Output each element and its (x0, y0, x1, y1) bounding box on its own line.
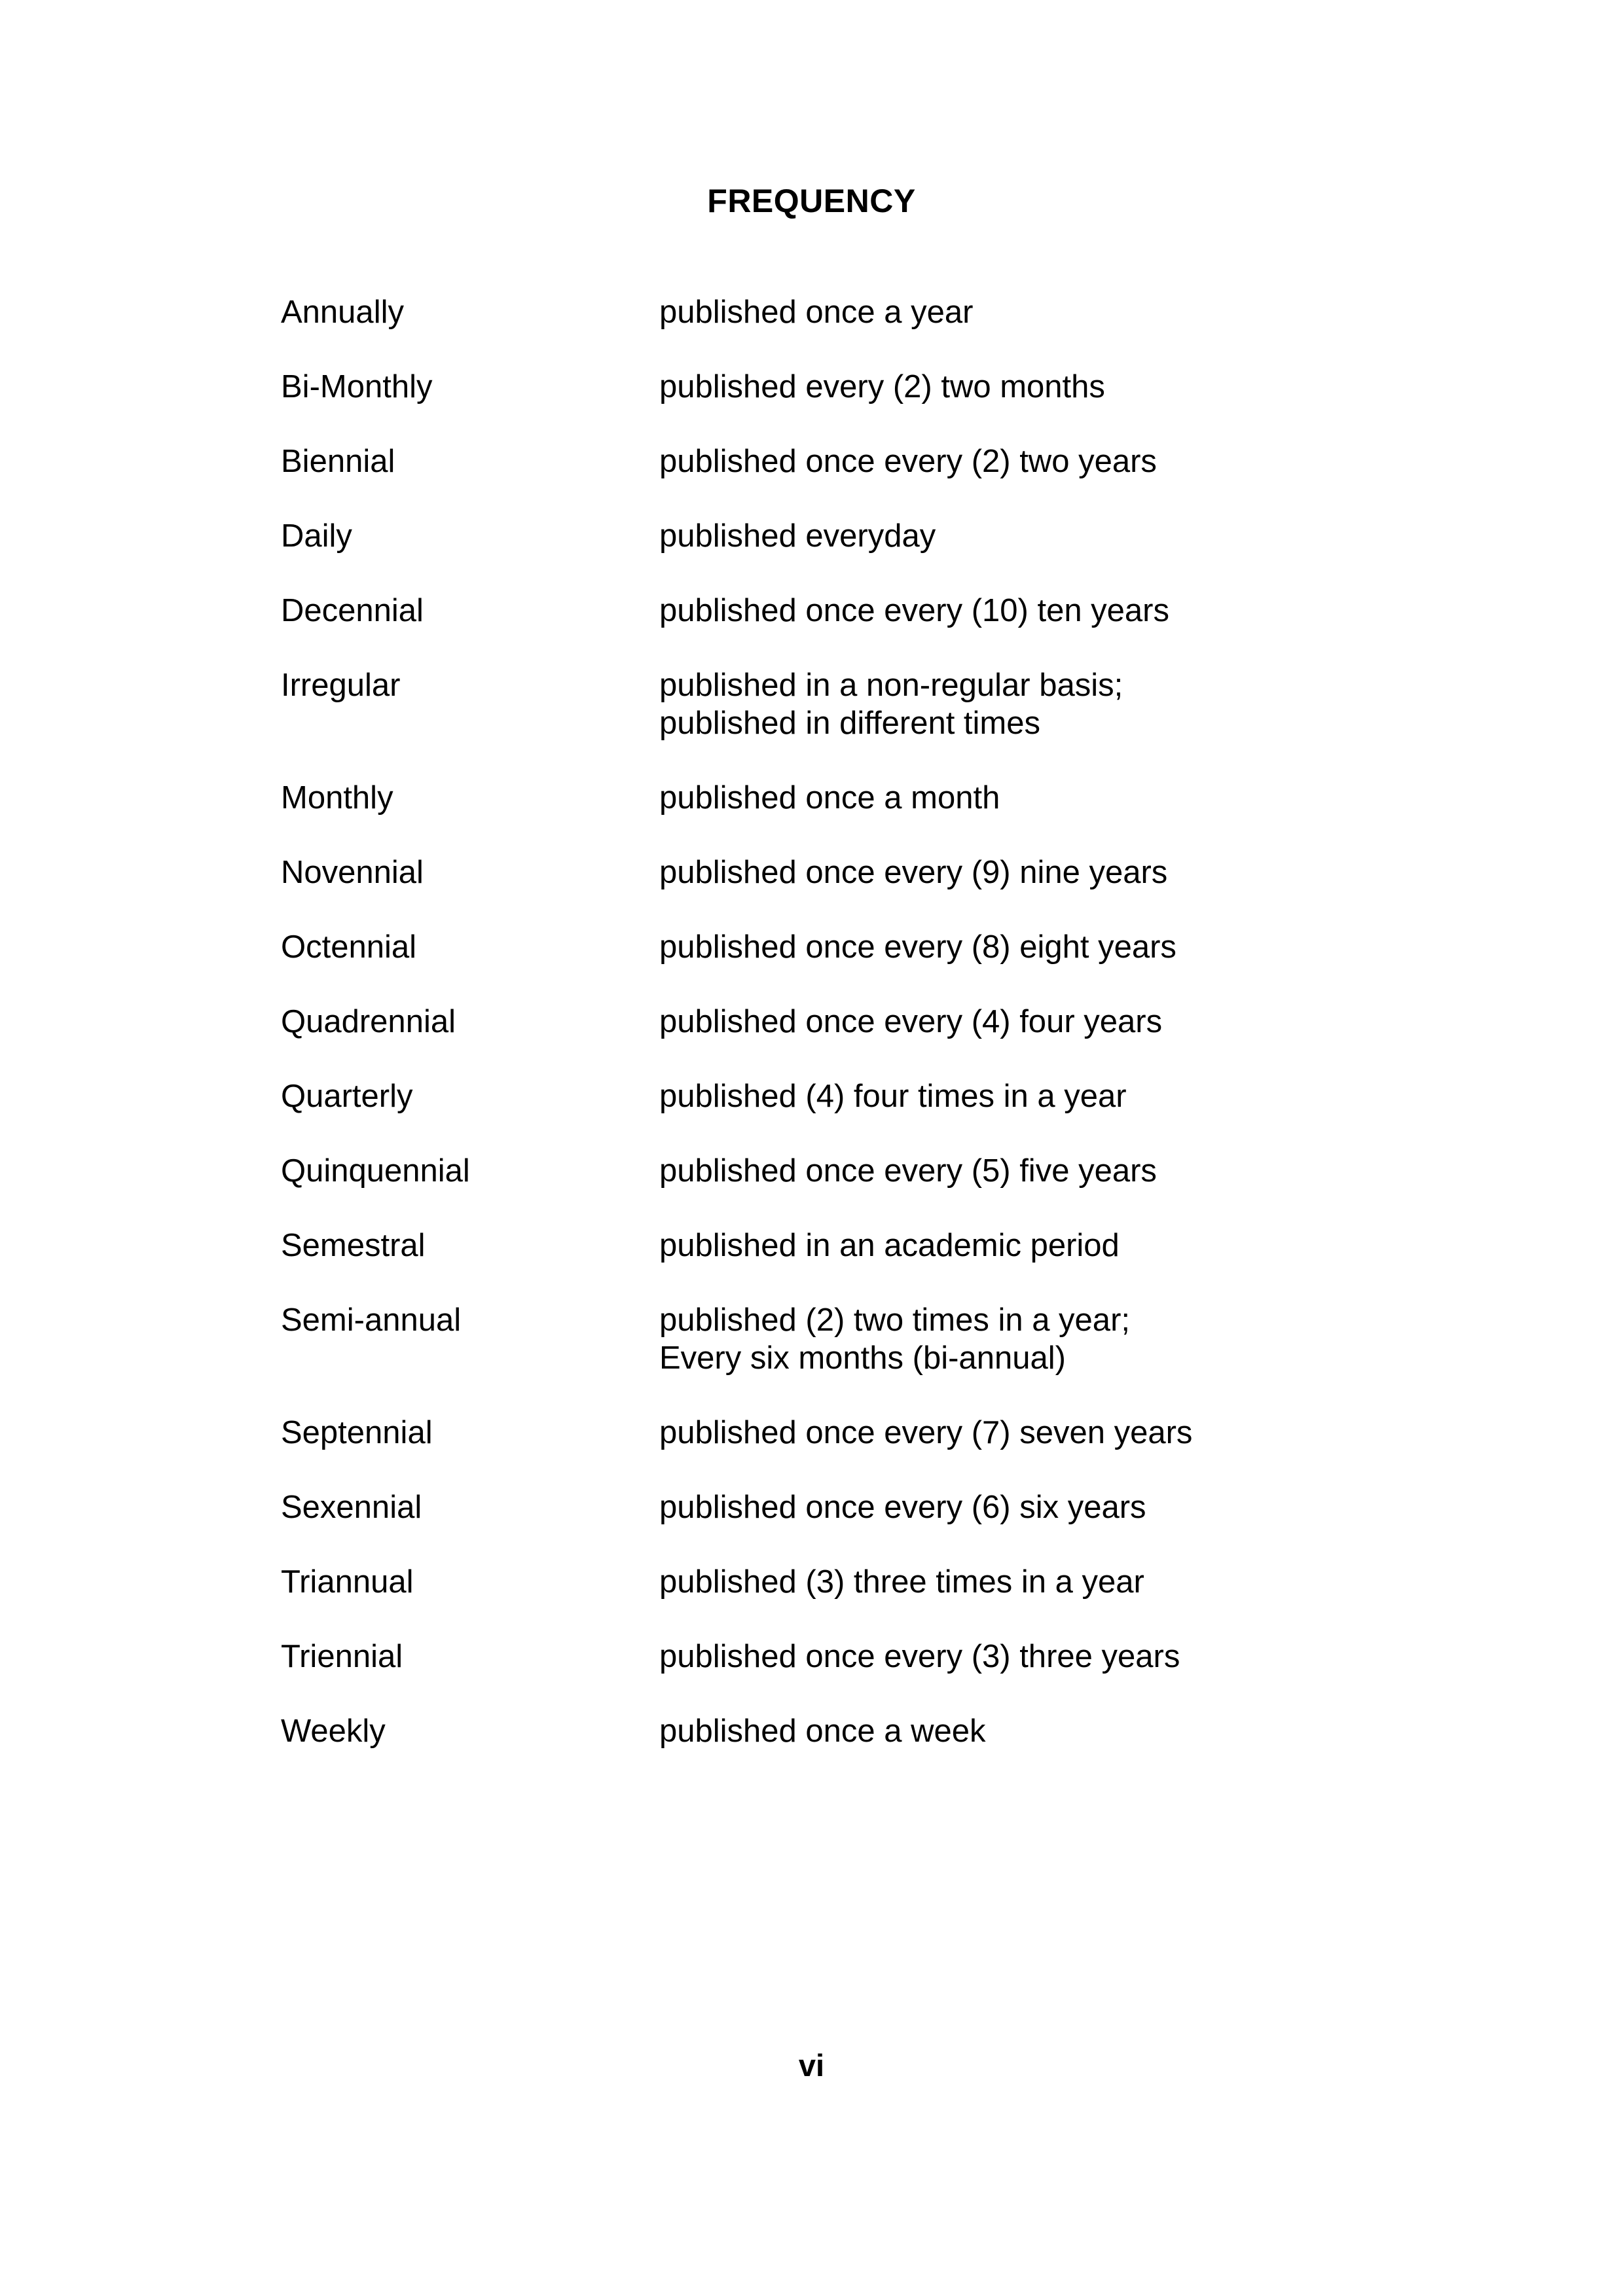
definition-line: published once every (6) six years (659, 1490, 1146, 1525)
term-row (281, 1638, 1394, 1676)
term-label: Daily (281, 518, 352, 554)
term-row (281, 779, 1394, 817)
term-row (281, 1488, 1394, 1526)
definition-line: Every six months (bi-annual) (659, 1340, 1066, 1376)
term-label: Semi-annual (281, 1302, 462, 1338)
definition-line: published every (2) two months (659, 369, 1105, 404)
definition-line: published once every (9) nine years (659, 855, 1168, 890)
frequency-term-list (281, 293, 1394, 1787)
term-label: Weekly (281, 1713, 386, 1749)
definition-line: published (4) four times in a year (659, 1079, 1127, 1114)
term-label: Sexennial (281, 1490, 422, 1525)
term-definition (659, 1152, 1394, 1190)
term-definition (659, 1301, 1394, 1377)
definition-line: published once every (8) eight years (659, 929, 1176, 965)
definition-line: published in an academic period (659, 1228, 1120, 1263)
term-row (281, 1227, 1394, 1265)
term-definition (659, 1077, 1394, 1115)
definition-line: published once every (5) five years (659, 1153, 1157, 1189)
term-row (281, 928, 1394, 966)
definition-line: published (3) three times in a year (659, 1564, 1144, 1600)
term-definition (659, 442, 1394, 480)
term-definition (659, 666, 1394, 742)
term-label: Quinquennial (281, 1153, 470, 1189)
term-row (281, 442, 1394, 480)
term-row (281, 293, 1394, 331)
term-label: Decennial (281, 593, 424, 628)
term-label: Quadrennial (281, 1004, 456, 1039)
term-row (281, 1563, 1394, 1601)
term-label: Triennial (281, 1639, 403, 1674)
term-row (281, 1152, 1394, 1190)
term-row (281, 666, 1394, 742)
term-definition (659, 1563, 1394, 1601)
term-row (281, 853, 1394, 891)
definition-line: published once every (4) four years (659, 1004, 1163, 1039)
term-label: Bi-Monthly (281, 369, 433, 404)
term-label: Novennial (281, 855, 424, 890)
term-definition (659, 853, 1394, 891)
definition-line: published once every (10) ten years (659, 593, 1169, 628)
definition-line: published once every (2) two years (659, 444, 1157, 479)
term-label: Quarterly (281, 1079, 413, 1114)
term-definition (659, 1227, 1394, 1265)
term-definition (659, 1488, 1394, 1526)
term-label: Annually (281, 295, 404, 330)
term-row (281, 517, 1394, 555)
term-definition (659, 1638, 1394, 1676)
term-label: Septennial (281, 1415, 433, 1450)
definition-line: published once a month (659, 780, 1000, 816)
term-label: Biennial (281, 444, 395, 479)
term-label: Monthly (281, 780, 393, 816)
term-definition (659, 779, 1394, 817)
page-number: vi (798, 2048, 825, 2083)
term-definition (659, 1712, 1394, 1750)
term-row (281, 1077, 1394, 1115)
term-definition (659, 368, 1394, 406)
term-definition (659, 293, 1394, 331)
definition-line: published once every (7) seven years (659, 1415, 1193, 1450)
term-row (281, 368, 1394, 406)
term-row (281, 1003, 1394, 1041)
term-definition (659, 928, 1394, 966)
term-row (281, 1414, 1394, 1452)
term-definition (659, 1414, 1394, 1452)
definition-line: published everyday (659, 518, 936, 554)
page-title: FREQUENCY (707, 183, 916, 219)
term-label: Semestral (281, 1228, 426, 1263)
term-row (281, 1712, 1394, 1750)
term-row (281, 1301, 1394, 1377)
term-row (281, 592, 1394, 630)
definition-line: published (2) two times in a year; (659, 1302, 1130, 1338)
definition-line: published in a non-regular basis; (659, 668, 1123, 703)
definition-line: published once every (3) three years (659, 1639, 1180, 1674)
term-definition (659, 1003, 1394, 1041)
term-definition (659, 592, 1394, 630)
term-label: Octennial (281, 929, 417, 965)
definition-line: published once a year (659, 295, 974, 330)
definition-line: published once a week (659, 1713, 986, 1749)
definition-line: published in different times (659, 706, 1040, 741)
term-definition (659, 517, 1394, 555)
term-label: Irregular (281, 668, 401, 703)
term-label: Triannual (281, 1564, 414, 1600)
